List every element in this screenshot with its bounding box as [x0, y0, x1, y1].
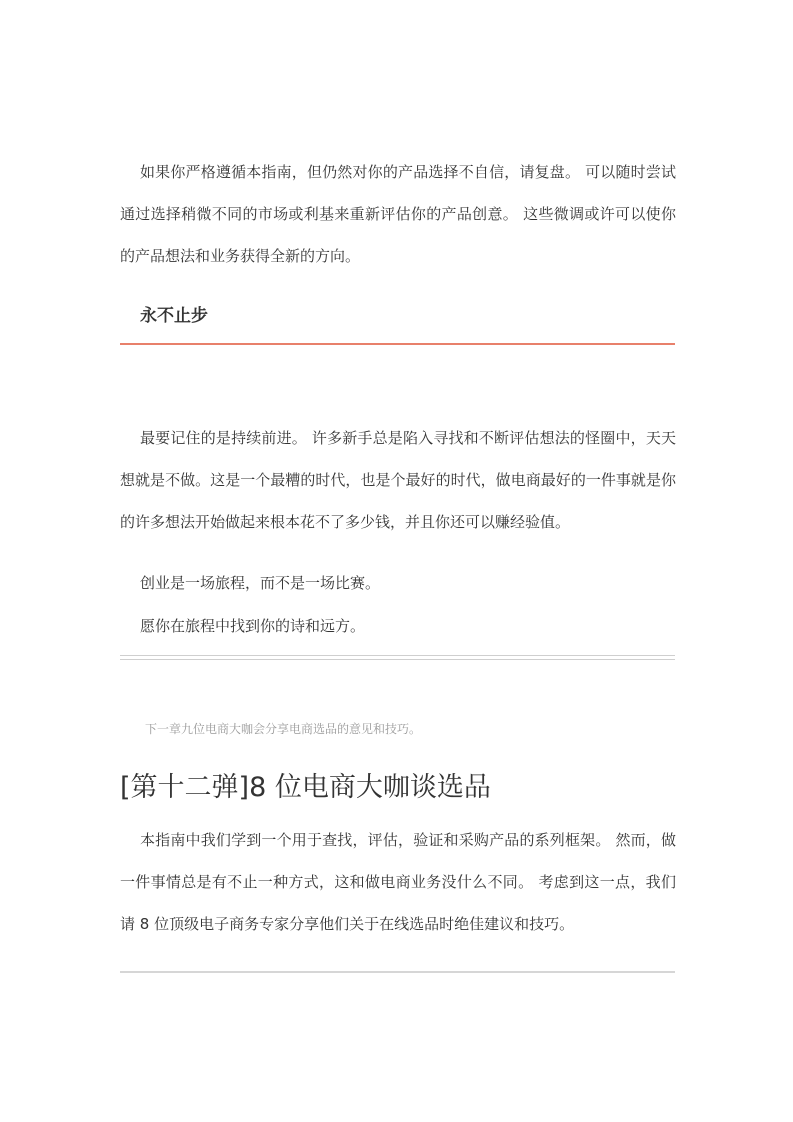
section-heading: 永不止步 — [140, 306, 208, 326]
next-chapter-note: 下一章九位电商大咖会分享电商选品的意见和技巧。 — [145, 722, 422, 736]
quote-line-poetry: 愿你在旅程中找到你的诗和远方。 — [140, 617, 366, 635]
quote-line-journey: 创业是一场旅程，而不是一场比赛。 — [140, 574, 381, 592]
section-divider — [120, 655, 675, 660]
heading-underline — [120, 343, 675, 345]
keep-going-paragraph: 最要记住的是持续前进。 许多新手总是陷入寻找和不断评估想法的怪圈中，天天想就是不做。这是一个最糟的时代，也是个最好的时代，做电商最好的一件事就是你的许多想法开始做起来根本花不了多少钱，并且你还可以赚经验值。 — [120, 429, 676, 531]
chapter-title: [第十二弹]8 位电商大咖谈选品 — [120, 772, 491, 803]
bottom-divider — [120, 971, 675, 973]
intro-paragraph: 如果你严格遵循本指南，但仍然对你的产品选择不自信，请复盘。 可以随时尝试通过选择稍微不同的市场或利基来重新评估你的产品创意。 这些微调或许可以使你的产品想法和业务获得全新的方向。 — [120, 163, 676, 265]
chapter-intro-paragraph: 本指南中我们学到一个用于查找，评估，验证和采购产品的系列框架。 然而，做一件事情总是有不止一种方式，这和做电商业务没什么不同。 考虑到这一点，我们请 8 位顶级电子商务专家分享他们关于在线选品时绝佳建议和技巧。 — [120, 831, 676, 933]
